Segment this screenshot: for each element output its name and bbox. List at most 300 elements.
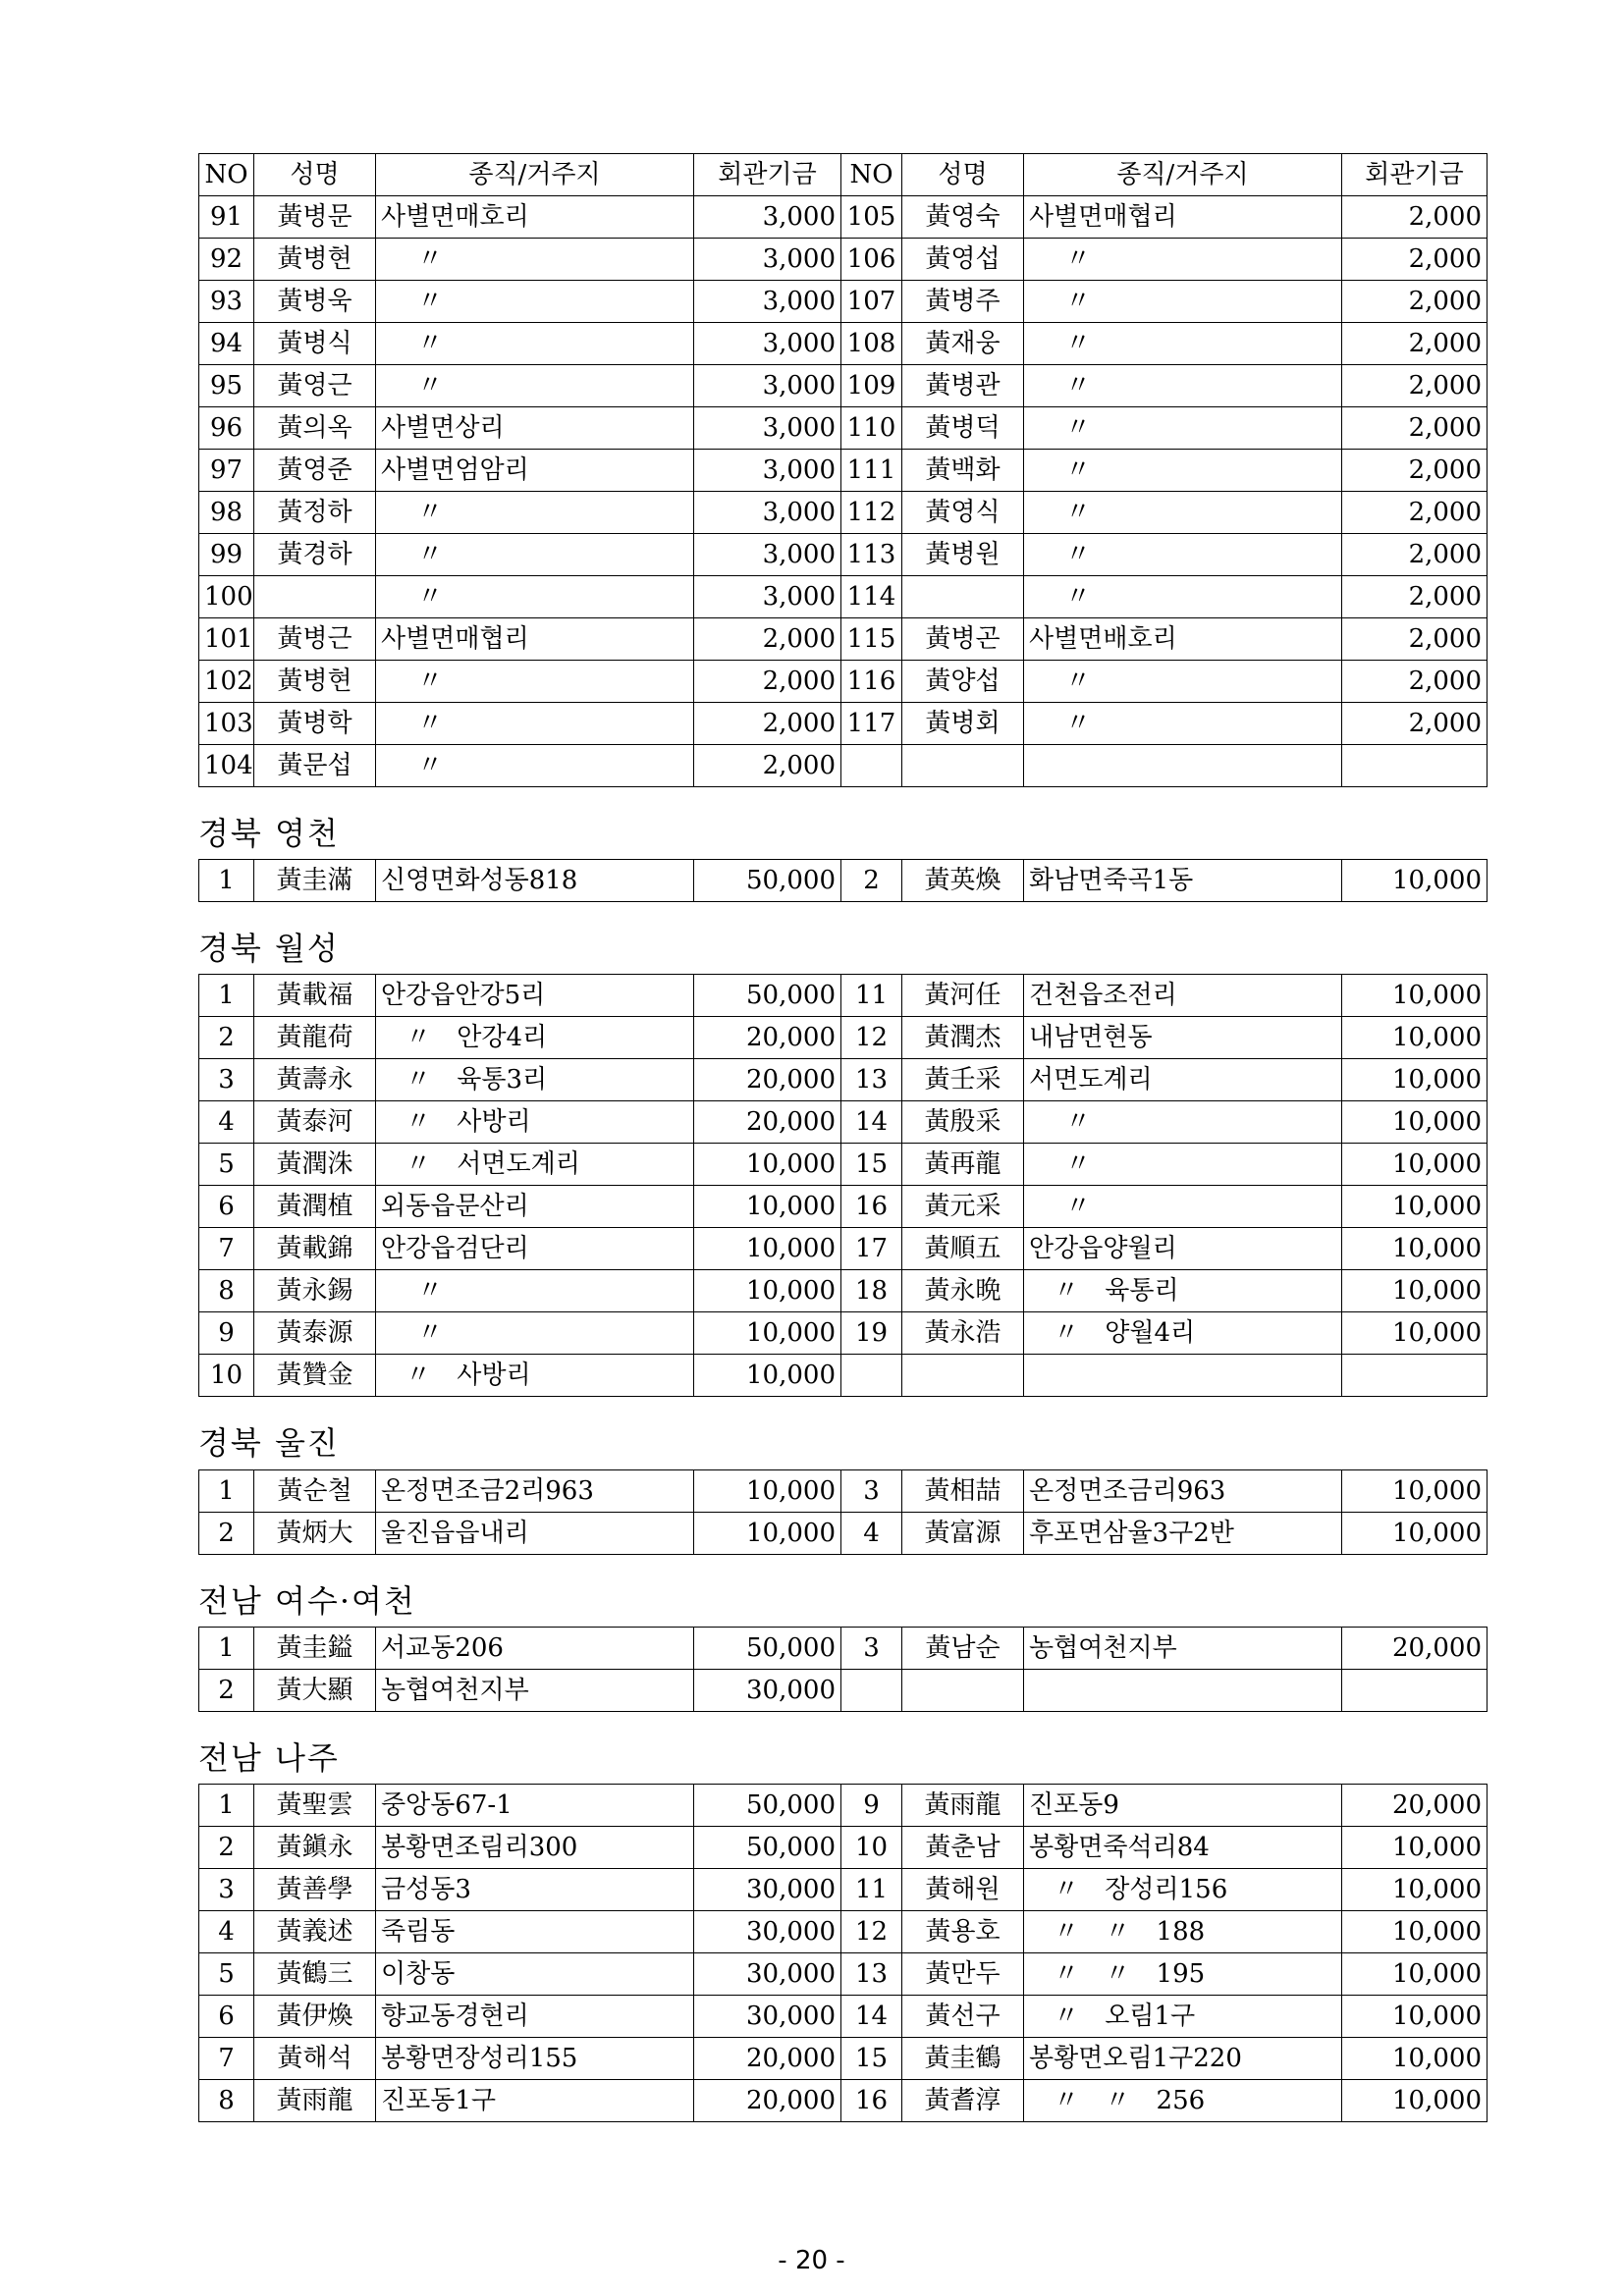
row-no: 1 bbox=[199, 860, 254, 902]
row-no: 11 bbox=[841, 1868, 902, 1910]
member-name: 黃해원 bbox=[902, 1868, 1024, 1910]
residence: 서면도계리 bbox=[1024, 1059, 1342, 1101]
residence: 〃 bbox=[376, 281, 694, 323]
table-row bbox=[199, 450, 1488, 492]
member-name: 黃의옥 bbox=[254, 407, 376, 450]
row-no: 6 bbox=[199, 1995, 254, 2037]
fund-amount: 3,000 bbox=[694, 323, 841, 365]
row-no: 16 bbox=[841, 2079, 902, 2121]
member-name: 黃남순 bbox=[902, 1627, 1024, 1669]
member-name: 黃雨龍 bbox=[254, 2079, 376, 2121]
row-no: 114 bbox=[841, 576, 902, 618]
member-name: 黃만두 bbox=[902, 1952, 1024, 1995]
row-no: 10 bbox=[199, 1355, 254, 1397]
table-row bbox=[199, 1826, 1488, 1868]
member-name: 黃병관 bbox=[902, 365, 1024, 407]
table-row bbox=[199, 745, 1488, 787]
member-name: 黃大顯 bbox=[254, 1669, 376, 1711]
fund-amount: 10,000 bbox=[694, 1186, 841, 1228]
row-no: 12 bbox=[841, 1910, 902, 1952]
residence: 〃 bbox=[1024, 365, 1342, 407]
table-row bbox=[199, 1784, 1488, 1826]
table-row bbox=[199, 492, 1488, 534]
member-name: 黃載福 bbox=[254, 975, 376, 1017]
residence: 〃 bbox=[376, 534, 694, 576]
table-row bbox=[199, 1312, 1488, 1355]
row-no: 9 bbox=[841, 1784, 902, 1826]
residence: 이창동 bbox=[376, 1952, 694, 1995]
row-no: 14 bbox=[841, 1101, 902, 1144]
member-name: 黃선구 bbox=[902, 1995, 1024, 2037]
fund-amount: 10,000 bbox=[1342, 1101, 1488, 1144]
member-name: 黃병문 bbox=[254, 196, 376, 239]
residence: 〃 bbox=[1024, 1101, 1342, 1144]
fund-amount bbox=[1342, 1355, 1488, 1397]
row-no: 5 bbox=[199, 1952, 254, 1995]
fund-amount: 3,000 bbox=[694, 450, 841, 492]
fund-amount: 30,000 bbox=[694, 1669, 841, 1711]
fund-amount: 10,000 bbox=[1342, 2079, 1488, 2121]
residence: 사별면배호리 bbox=[1024, 618, 1342, 661]
fund-amount: 2,000 bbox=[1342, 323, 1488, 365]
row-no: 4 bbox=[199, 1910, 254, 1952]
member-name: 黃순철 bbox=[254, 1469, 376, 1512]
fund-amount: 3,000 bbox=[694, 281, 841, 323]
roster-table bbox=[198, 1784, 1488, 2122]
row-no: 117 bbox=[841, 703, 902, 745]
member-name: 黃문섭 bbox=[254, 745, 376, 787]
fund-amount: 10,000 bbox=[694, 1355, 841, 1397]
residence: 중앙동67-1 bbox=[376, 1784, 694, 1826]
residence bbox=[1024, 1355, 1342, 1397]
member-name: 黃潤杰 bbox=[902, 1017, 1024, 1059]
residence: 〃 육통3리 bbox=[376, 1059, 694, 1101]
row-no: 3 bbox=[841, 1469, 902, 1512]
residence: 〃 장성리156 bbox=[1024, 1868, 1342, 1910]
member-name bbox=[902, 1355, 1024, 1397]
row-no: 100 bbox=[199, 576, 254, 618]
document-page bbox=[198, 153, 1487, 2122]
row-no: 101 bbox=[199, 618, 254, 661]
residence: 〃 bbox=[1024, 1186, 1342, 1228]
row-no: 93 bbox=[199, 281, 254, 323]
residence: 〃 bbox=[376, 239, 694, 281]
row-no: 99 bbox=[199, 534, 254, 576]
member-name: 黃泰源 bbox=[254, 1312, 376, 1355]
fund-amount: 3,000 bbox=[694, 196, 841, 239]
row-no: 105 bbox=[841, 196, 902, 239]
row-no: 8 bbox=[199, 2079, 254, 2121]
residence: 〃 서면도계리 bbox=[376, 1144, 694, 1186]
region-heading: 경북 울진 bbox=[198, 1424, 340, 1463]
residence: 〃 bbox=[376, 745, 694, 787]
member-name bbox=[902, 1669, 1024, 1711]
row-no: 18 bbox=[841, 1270, 902, 1312]
member-name: 黃영근 bbox=[254, 365, 376, 407]
residence: 죽림동 bbox=[376, 1910, 694, 1952]
member-name: 黃병현 bbox=[254, 661, 376, 703]
residence: 〃 양월4리 bbox=[1024, 1312, 1342, 1355]
member-name: 黃泰河 bbox=[254, 1101, 376, 1144]
residence: 〃 bbox=[1024, 661, 1342, 703]
row-no: 2 bbox=[199, 1826, 254, 1868]
row-no bbox=[841, 1669, 902, 1711]
table-row bbox=[199, 1995, 1488, 2037]
table-row bbox=[199, 1469, 1488, 1512]
residence: 〃 bbox=[376, 661, 694, 703]
residence: 〃 안강4리 bbox=[376, 1017, 694, 1059]
residence: 농협여천지부 bbox=[1024, 1627, 1342, 1669]
region-heading: 전남 여수·여천 bbox=[198, 1581, 416, 1620]
member-name: 黃元采 bbox=[902, 1186, 1024, 1228]
fund-amount: 20,000 bbox=[694, 1059, 841, 1101]
residence: 온정면조금리963 bbox=[1024, 1469, 1342, 1512]
member-name: 黃順五 bbox=[902, 1228, 1024, 1270]
member-name: 黃壽永 bbox=[254, 1059, 376, 1101]
table-row bbox=[199, 2079, 1488, 2121]
table-row bbox=[199, 239, 1488, 281]
residence: 〃 bbox=[376, 323, 694, 365]
residence: 봉황면오림1구220 bbox=[1024, 2037, 1342, 2079]
fund-amount: 2,000 bbox=[694, 618, 841, 661]
fund-amount: 2,000 bbox=[1342, 450, 1488, 492]
row-no: 1 bbox=[199, 1627, 254, 1669]
table-row bbox=[199, 196, 1488, 239]
residence: 신영면화성동818 bbox=[376, 860, 694, 902]
residence: 〃 bbox=[1024, 281, 1342, 323]
fund-amount: 10,000 bbox=[694, 1312, 841, 1355]
fund-amount: 20,000 bbox=[694, 1017, 841, 1059]
fund-amount: 2,000 bbox=[1342, 196, 1488, 239]
member-name: 黃해석 bbox=[254, 2037, 376, 2079]
residence: 온정면조금2리963 bbox=[376, 1469, 694, 1512]
table-row bbox=[199, 281, 1488, 323]
table-row bbox=[199, 1669, 1488, 1711]
fund-amount: 50,000 bbox=[694, 860, 841, 902]
column-header: 성명 bbox=[254, 154, 376, 196]
fund-amount: 50,000 bbox=[694, 1627, 841, 1669]
residence: 화남면죽곡1동 bbox=[1024, 860, 1342, 902]
member-name: 黃영준 bbox=[254, 450, 376, 492]
residence: 〃 bbox=[376, 1270, 694, 1312]
fund-amount: 3,000 bbox=[694, 576, 841, 618]
table-row bbox=[199, 1144, 1488, 1186]
member-name: 黃鶴三 bbox=[254, 1952, 376, 1995]
row-no: 15 bbox=[841, 1144, 902, 1186]
residence: 〃 오림1구 bbox=[1024, 1995, 1342, 2037]
residence: 사별면엄암리 bbox=[376, 450, 694, 492]
row-no bbox=[841, 745, 902, 787]
row-no: 116 bbox=[841, 661, 902, 703]
region-heading: 경북 영천 bbox=[198, 815, 340, 852]
member-name: 黃伊煥 bbox=[254, 1995, 376, 2037]
residence: 사별면상리 bbox=[376, 407, 694, 450]
row-no: 3 bbox=[199, 1059, 254, 1101]
residence: 안강읍검단리 bbox=[376, 1228, 694, 1270]
table-row bbox=[199, 860, 1488, 902]
member-name: 黃潤洙 bbox=[254, 1144, 376, 1186]
row-no: 16 bbox=[841, 1186, 902, 1228]
residence: 〃 육통리 bbox=[1024, 1270, 1342, 1312]
member-name: 黃永錫 bbox=[254, 1270, 376, 1312]
row-no: 110 bbox=[841, 407, 902, 450]
row-no: 15 bbox=[841, 2037, 902, 2079]
member-name bbox=[902, 576, 1024, 618]
fund-amount: 10,000 bbox=[1342, 1995, 1488, 2037]
member-name: 黃聖雲 bbox=[254, 1784, 376, 1826]
fund-amount: 2,000 bbox=[1342, 703, 1488, 745]
member-name: 黃경하 bbox=[254, 534, 376, 576]
row-no: 11 bbox=[841, 975, 902, 1017]
member-name: 黃永浩 bbox=[902, 1312, 1024, 1355]
table-row bbox=[199, 661, 1488, 703]
member-name: 黃병현 bbox=[254, 239, 376, 281]
residence: 금성동3 bbox=[376, 1868, 694, 1910]
residence: 건천읍조전리 bbox=[1024, 975, 1342, 1017]
table-row bbox=[199, 1627, 1488, 1669]
member-name: 黃춘남 bbox=[902, 1826, 1024, 1868]
residence: 〃 bbox=[1024, 703, 1342, 745]
row-no: 111 bbox=[841, 450, 902, 492]
region-heading: 경북 월성 bbox=[198, 930, 340, 968]
member-name: 黃贊金 bbox=[254, 1355, 376, 1397]
table-row bbox=[199, 1101, 1488, 1144]
member-name: 黃殷采 bbox=[902, 1101, 1024, 1144]
row-no: 2 bbox=[199, 1017, 254, 1059]
member-name: 黃재웅 bbox=[902, 323, 1024, 365]
member-name: 黃정하 bbox=[254, 492, 376, 534]
fund-amount: 3,000 bbox=[694, 239, 841, 281]
fund-amount: 10,000 bbox=[1342, 1952, 1488, 1995]
fund-amount: 2,000 bbox=[1342, 407, 1488, 450]
residence: 〃 bbox=[1024, 450, 1342, 492]
row-no: 5 bbox=[199, 1144, 254, 1186]
member-name: 黃양섭 bbox=[902, 661, 1024, 703]
member-name: 黃耆淳 bbox=[902, 2079, 1024, 2121]
row-no: 108 bbox=[841, 323, 902, 365]
residence: 〃 사방리 bbox=[376, 1355, 694, 1397]
row-no: 3 bbox=[199, 1868, 254, 1910]
row-no: 2 bbox=[841, 860, 902, 902]
fund-amount: 30,000 bbox=[694, 1910, 841, 1952]
residence: 봉황면조림리300 bbox=[376, 1826, 694, 1868]
row-no: 7 bbox=[199, 1228, 254, 1270]
table-row bbox=[199, 975, 1488, 1017]
member-name: 黃용호 bbox=[902, 1910, 1024, 1952]
table-row bbox=[199, 2037, 1488, 2079]
table-header-row bbox=[199, 154, 1488, 196]
table-row bbox=[199, 1228, 1488, 1270]
residence: 〃 사방리 bbox=[376, 1101, 694, 1144]
row-no: 17 bbox=[841, 1228, 902, 1270]
member-name: 黃백화 bbox=[902, 450, 1024, 492]
column-header: 회관기금 bbox=[1342, 154, 1488, 196]
table-row bbox=[199, 407, 1488, 450]
residence: 〃 bbox=[1024, 1144, 1342, 1186]
table-row bbox=[199, 365, 1488, 407]
row-no bbox=[841, 1355, 902, 1397]
row-no: 115 bbox=[841, 618, 902, 661]
fund-amount: 2,000 bbox=[1342, 281, 1488, 323]
fund-amount: 2,000 bbox=[694, 703, 841, 745]
member-name: 黃병욱 bbox=[254, 281, 376, 323]
row-no: 1 bbox=[199, 975, 254, 1017]
row-no: 102 bbox=[199, 661, 254, 703]
fund-amount: 2,000 bbox=[694, 745, 841, 787]
fund-amount: 10,000 bbox=[1342, 1059, 1488, 1101]
row-no: 3 bbox=[841, 1627, 902, 1669]
fund-amount: 2,000 bbox=[1342, 576, 1488, 618]
fund-amount: 2,000 bbox=[1342, 618, 1488, 661]
fund-amount: 10,000 bbox=[1342, 1868, 1488, 1910]
member-name: 黃炳大 bbox=[254, 1512, 376, 1554]
fund-amount: 50,000 bbox=[694, 1784, 841, 1826]
member-name: 黃永晩 bbox=[902, 1270, 1024, 1312]
member-name: 黃병곤 bbox=[902, 618, 1024, 661]
row-no: 106 bbox=[841, 239, 902, 281]
row-no: 109 bbox=[841, 365, 902, 407]
table-row bbox=[199, 703, 1488, 745]
member-name: 黃병회 bbox=[902, 703, 1024, 745]
residence: 〃 bbox=[1024, 576, 1342, 618]
fund-amount: 2,000 bbox=[1342, 492, 1488, 534]
page-number: - 20 - bbox=[778, 2246, 845, 2275]
member-name: 黃圭滿 bbox=[254, 860, 376, 902]
fund-amount: 10,000 bbox=[1342, 1512, 1488, 1554]
region-heading: 전남 나주 bbox=[198, 1738, 340, 1777]
member-name: 黃富源 bbox=[902, 1512, 1024, 1554]
fund-amount: 3,000 bbox=[694, 365, 841, 407]
table-row bbox=[199, 1910, 1488, 1952]
residence bbox=[1024, 745, 1342, 787]
row-no: 2 bbox=[199, 1512, 254, 1554]
column-header: 성명 bbox=[902, 154, 1024, 196]
row-no: 7 bbox=[199, 2037, 254, 2079]
residence: 외동읍문산리 bbox=[376, 1186, 694, 1228]
row-no: 8 bbox=[199, 1270, 254, 1312]
residence: 〃 bbox=[1024, 534, 1342, 576]
residence: 〃 bbox=[1024, 492, 1342, 534]
row-no: 10 bbox=[841, 1826, 902, 1868]
residence: 〃 〃 188 bbox=[1024, 1910, 1342, 1952]
row-no: 94 bbox=[199, 323, 254, 365]
residence: 〃 〃 195 bbox=[1024, 1952, 1342, 1995]
row-no: 92 bbox=[199, 239, 254, 281]
fund-amount: 10,000 bbox=[1342, 1144, 1488, 1186]
table-row bbox=[199, 576, 1488, 618]
member-name: 黃병원 bbox=[902, 534, 1024, 576]
member-name: 黃圭鎰 bbox=[254, 1627, 376, 1669]
fund-amount: 10,000 bbox=[1342, 1910, 1488, 1952]
residence: 안강읍양월리 bbox=[1024, 1228, 1342, 1270]
fund-amount: 3,000 bbox=[694, 492, 841, 534]
table-row bbox=[199, 1186, 1488, 1228]
residence: 서교동206 bbox=[376, 1627, 694, 1669]
table-row bbox=[199, 534, 1488, 576]
member-name: 黃再龍 bbox=[902, 1144, 1024, 1186]
member-name: 黃병주 bbox=[902, 281, 1024, 323]
fund-amount: 10,000 bbox=[1342, 1312, 1488, 1355]
row-no: 98 bbox=[199, 492, 254, 534]
residence: 사별면매협리 bbox=[1024, 196, 1342, 239]
fund-amount: 10,000 bbox=[1342, 1186, 1488, 1228]
fund-amount: 50,000 bbox=[694, 1826, 841, 1868]
fund-amount bbox=[1342, 745, 1488, 787]
fund-amount: 10,000 bbox=[694, 1270, 841, 1312]
member-name: 黃潤植 bbox=[254, 1186, 376, 1228]
residence: 진포동1구 bbox=[376, 2079, 694, 2121]
fund-amount: 10,000 bbox=[1342, 1017, 1488, 1059]
member-name: 黃相喆 bbox=[902, 1469, 1024, 1512]
residence: 〃 bbox=[1024, 323, 1342, 365]
fund-amount: 20,000 bbox=[1342, 1627, 1488, 1669]
fund-amount: 20,000 bbox=[694, 2037, 841, 2079]
row-no: 4 bbox=[841, 1512, 902, 1554]
row-no: 97 bbox=[199, 450, 254, 492]
column-header: 종직/거주지 bbox=[376, 154, 694, 196]
residence: 향교동경현리 bbox=[376, 1995, 694, 2037]
fund-amount: 2,000 bbox=[1342, 239, 1488, 281]
member-name bbox=[902, 745, 1024, 787]
member-name: 黃병식 bbox=[254, 323, 376, 365]
residence: 〃 bbox=[376, 576, 694, 618]
row-no: 13 bbox=[841, 1059, 902, 1101]
roster-table bbox=[198, 974, 1488, 1397]
residence: 〃 bbox=[376, 1312, 694, 1355]
column-header: 회관기금 bbox=[694, 154, 841, 196]
row-no: 4 bbox=[199, 1101, 254, 1144]
member-name: 黃雨龍 bbox=[902, 1784, 1024, 1826]
column-header: NO bbox=[841, 154, 902, 196]
table-row bbox=[199, 1017, 1488, 1059]
fund-amount: 20,000 bbox=[694, 1101, 841, 1144]
row-no: 2 bbox=[199, 1669, 254, 1711]
member-name: 黃龍荷 bbox=[254, 1017, 376, 1059]
fund-amount: 20,000 bbox=[694, 2079, 841, 2121]
member-name: 黃壬采 bbox=[902, 1059, 1024, 1101]
table-row bbox=[199, 1355, 1488, 1397]
roster-table bbox=[198, 1627, 1488, 1712]
fund-amount: 2,000 bbox=[694, 661, 841, 703]
row-no: 96 bbox=[199, 407, 254, 450]
fund-amount: 10,000 bbox=[694, 1512, 841, 1554]
table-row bbox=[199, 618, 1488, 661]
fund-amount: 3,000 bbox=[694, 534, 841, 576]
member-name: 黃병학 bbox=[254, 703, 376, 745]
roster-table bbox=[198, 1469, 1488, 1555]
fund-amount: 10,000 bbox=[1342, 860, 1488, 902]
member-name: 黃善學 bbox=[254, 1868, 376, 1910]
row-no: 113 bbox=[841, 534, 902, 576]
row-no: 14 bbox=[841, 1995, 902, 2037]
row-no: 91 bbox=[199, 196, 254, 239]
fund-amount: 20,000 bbox=[1342, 1784, 1488, 1826]
row-no: 12 bbox=[841, 1017, 902, 1059]
fund-amount bbox=[1342, 1669, 1488, 1711]
residence: 내남면현동 bbox=[1024, 1017, 1342, 1059]
row-no: 1 bbox=[199, 1469, 254, 1512]
row-no: 13 bbox=[841, 1952, 902, 1995]
residence: 농협여천지부 bbox=[376, 1669, 694, 1711]
row-no: 112 bbox=[841, 492, 902, 534]
row-no: 19 bbox=[841, 1312, 902, 1355]
member-name: 黃병덕 bbox=[902, 407, 1024, 450]
member-name bbox=[254, 576, 376, 618]
residence: 진포동9 bbox=[1024, 1784, 1342, 1826]
fund-amount: 2,000 bbox=[1342, 661, 1488, 703]
member-name: 黃영섭 bbox=[902, 239, 1024, 281]
fund-amount: 10,000 bbox=[1342, 1826, 1488, 1868]
